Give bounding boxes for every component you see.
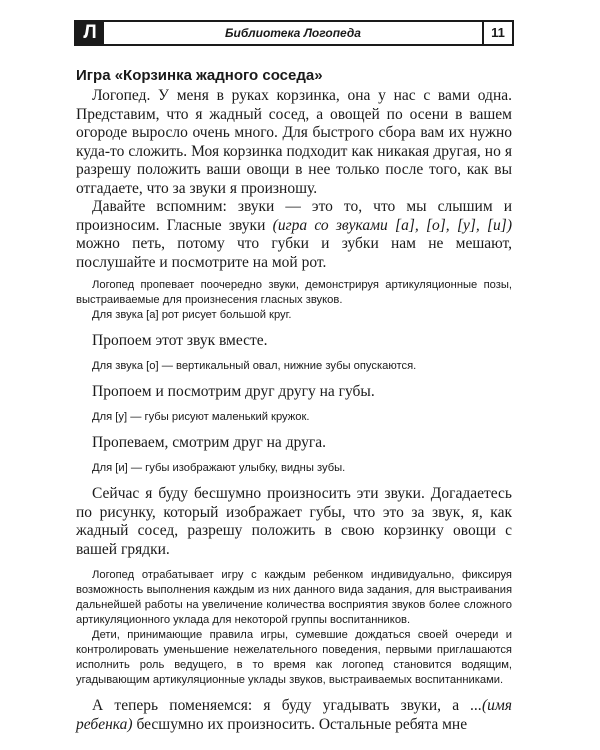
text-run: можно петь, потому что губки и зубки нам не мешают, послушайте и посмотрите на мой рот. xyxy=(76,235,512,271)
instruction-note: Для звука [а] рот рисует большой круг. xyxy=(92,309,292,321)
series-title: Библиотека Логопеда xyxy=(225,26,361,40)
spacer xyxy=(76,688,512,697)
page-body xyxy=(76,66,512,734)
text-run: А теперь поменяемся: я буду угадывать звуки, а xyxy=(92,697,471,714)
instruction-note: Логопед пропевает поочередно звуки, демонстрируя артикуляционные позы, выстраиваемые для произнесения гласных звуков. xyxy=(76,279,512,306)
paragraph-intro: Логопед. У меня в руках корзинка, она у нас с вами одна. Представим, что я жадный сосед, а овощей по осени в вашем огороде выросло очень много. Для быстрого сбора вам их нужно куда-то сложить. Моя корзинка подходит как никакая другая, но я разрешу положить ваши овощи в нее только после того, как вы отгадаете, что за звуки я произношу. xyxy=(76,87,512,197)
spacer xyxy=(76,452,512,461)
italic-remark: (игра со звуками [а], [о], [у], [и]) xyxy=(272,216,512,234)
paragraph-vowels xyxy=(76,198,512,272)
spacer xyxy=(76,374,512,383)
text-run: Давайте вспомним: звуки — это то, что мы слышим и произносим. Гласные звуки xyxy=(76,198,512,234)
page-number: 11 xyxy=(482,22,512,44)
spacer xyxy=(76,401,512,410)
instruction-note: Для звука [о] — вертикальный овал, нижние зубы опускаются. xyxy=(92,360,417,372)
spacer xyxy=(76,350,512,359)
paragraph-role-swap xyxy=(76,697,512,734)
method-note: Логопед отрабатывает игру с каждым ребенком индивидуально, фиксируя возможность выполнения каждым из них данного вида задания, для выстраивания дальнейшей работы на увеличение количества восприятия звуков более сложного артикуляционного уклада для некоторой группы воспитанников. xyxy=(76,569,512,626)
running-header xyxy=(74,20,514,46)
instruction-note: Для [у] — губы рисуют маленький кружок. xyxy=(92,411,310,423)
speech-line: Пропоем и посмотрим друг другу на губы. xyxy=(92,383,375,400)
paragraph-silent-sounds: Сейчас я буду бесшумно произносить эти звуки. Догадаетесь по рисунку, который изображает губы, что это за звук, я, как жадный сосед, разрешу положить в свою корзинку овощи с вашей грядки. xyxy=(76,485,512,558)
speech-line: Пропеваем, смотрим друг на друга. xyxy=(92,434,326,451)
spacer xyxy=(76,425,512,434)
italic-remark: ...(имя ребенка) xyxy=(76,697,512,733)
text-run: бесшумно их произносить. Остальные ребята мне xyxy=(132,715,468,733)
book-logo: Л xyxy=(76,22,104,44)
section-title: Игра «Корзинка жадного соседа» xyxy=(76,67,323,84)
instruction-note: Для [и] — губы изображают улыбку, видны зубы. xyxy=(92,462,346,474)
speech-line: Пропоем этот звук вместе. xyxy=(92,332,268,349)
spacer xyxy=(76,476,512,485)
spacer xyxy=(76,559,512,568)
spacer xyxy=(76,323,512,332)
method-note: Дети, принимающие правила игры, сумевшие дождаться своей очереди и контролировать уменьшение нежелательного поведения, первыми приглашаются исполнить роль ведущего, в то время как логопед становится водящим, угадывающим артикуляционные уклады звуков, выстраиваемых воспитанниками. xyxy=(76,629,512,686)
